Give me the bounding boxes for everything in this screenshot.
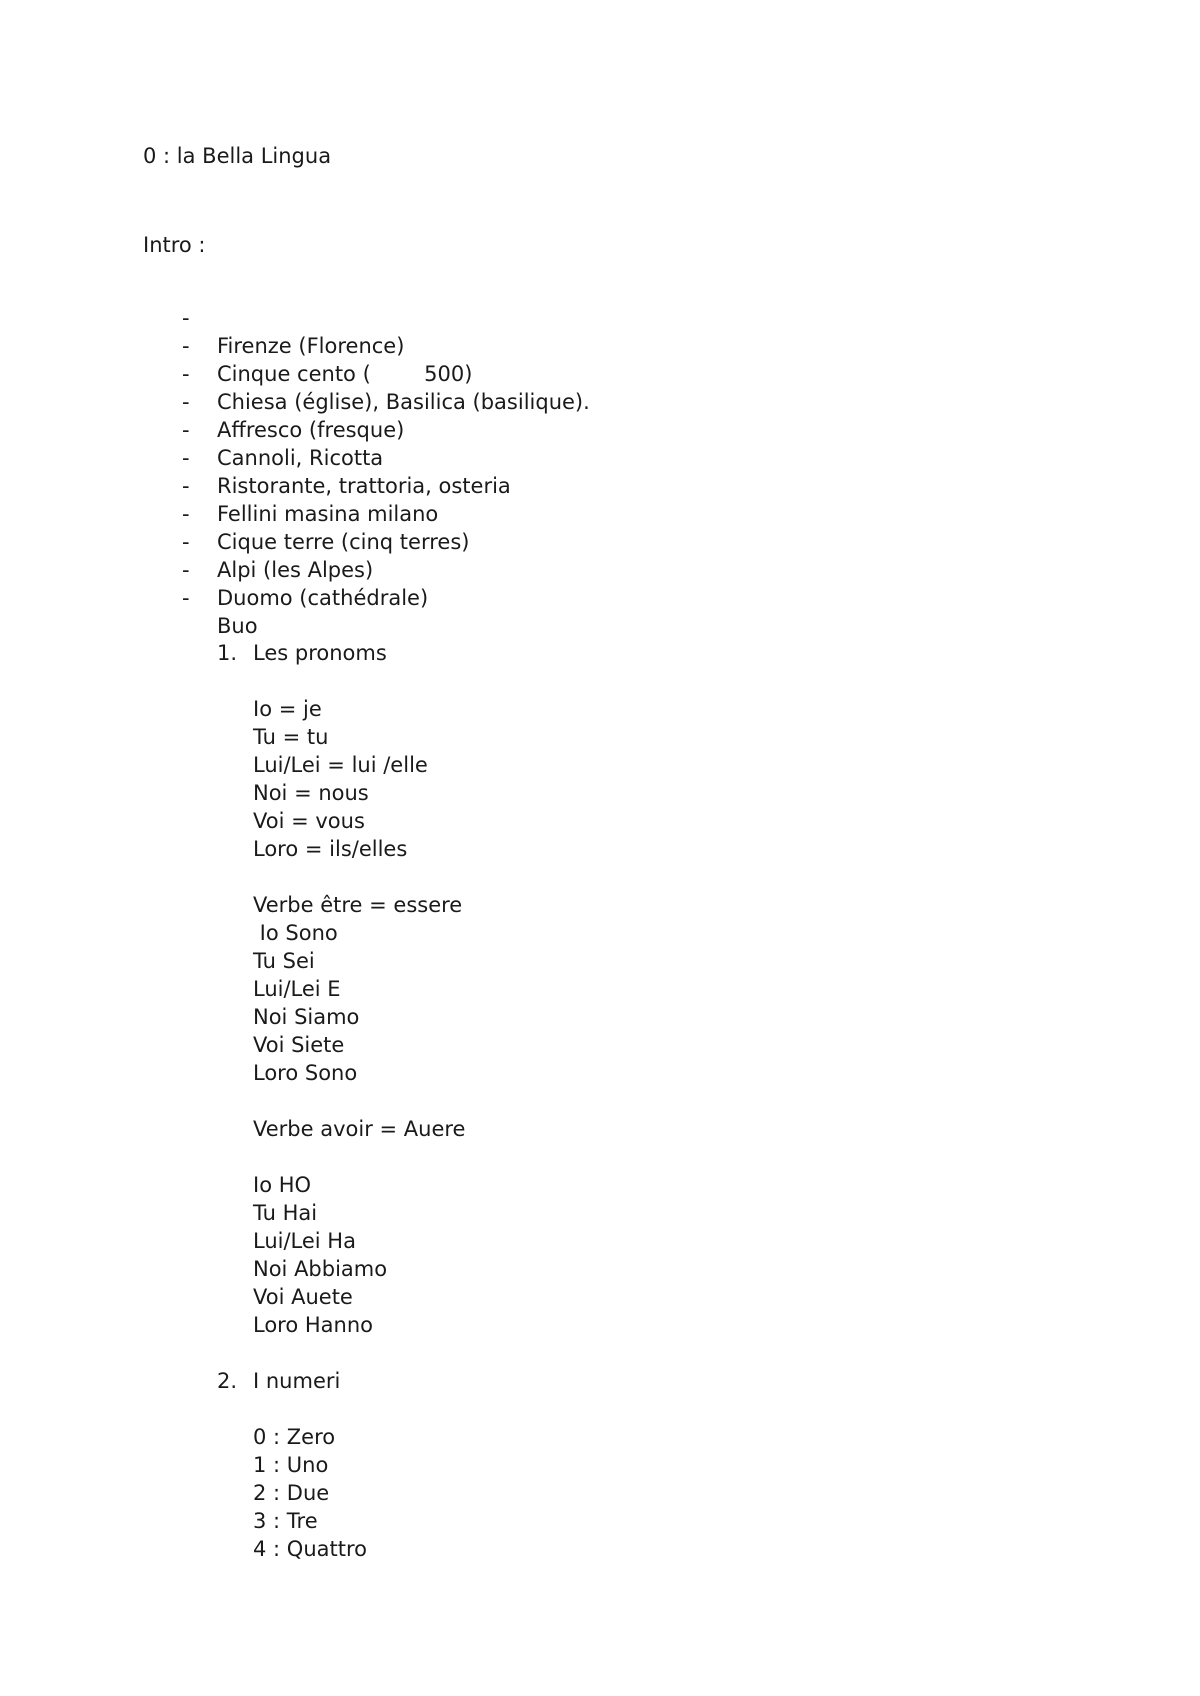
conjugation-line: Loro Sono (253, 1061, 358, 1085)
conjugation-line: Voi Siete (253, 1033, 345, 1057)
bullet-marker: - (182, 502, 190, 526)
bullet-text: Chiesa (église), Basilica (basilique). (217, 390, 590, 414)
number-line: 2 : Due (253, 1481, 330, 1505)
bullet-marker: - (182, 362, 190, 386)
bullet-text: Ristorante, trattoria, osteria (217, 474, 511, 498)
bullet-text: Duomo (cathédrale) (217, 586, 429, 610)
conjugation-line: Io Sono (253, 921, 338, 945)
list-item (0, 556, 258, 638)
document-title: 0 : la Bella Lingua (143, 144, 332, 168)
bullet-marker: - (182, 558, 190, 582)
bullet-marker: - (182, 446, 190, 470)
avere-heading: Verbe avoir = Auere (253, 1117, 466, 1141)
essere-heading: Verbe être = essere (253, 893, 463, 917)
pronoun-line: Voi = vous (253, 809, 365, 833)
conjugation-line: Lui/Lei E (253, 977, 341, 1001)
bullet-text: Affresco (fresque) (217, 418, 405, 442)
bullet-marker: - (182, 474, 190, 498)
bullet-text: Fellini masina milano (217, 502, 439, 526)
bullet-marker: - (182, 334, 190, 358)
bullet-text: Cinque cento ( 500) (217, 362, 473, 386)
bullet-text: Cique terre (cinq terres) (217, 530, 470, 554)
intro-label: Intro : (143, 233, 206, 257)
conjugation-line: Tu Sei (253, 949, 315, 973)
section-title: Les pronoms (253, 641, 387, 665)
bullet-marker: - (182, 306, 190, 330)
conjugation-line: Noi Siamo (253, 1005, 360, 1029)
list-item (0, 276, 405, 358)
pronoun-line: Io = je (253, 697, 322, 721)
section-title: I numeri (253, 1369, 341, 1393)
number-line: 0 : Zero (253, 1425, 336, 1449)
bullet-marker: - (182, 530, 190, 554)
pronoun-line: Noi = nous (253, 781, 369, 805)
bullet-text: Buo (217, 614, 258, 638)
pronoun-line: Lui/Lei = lui /elle (253, 753, 428, 777)
section-number: 2. (217, 1369, 238, 1393)
bullet-marker: - (182, 586, 190, 610)
number-line: 1 : Uno (253, 1453, 329, 1477)
bullet-marker: - (182, 390, 190, 414)
bullet-text: Firenze (Florence) (217, 334, 405, 358)
conjugation-line: Noi Abbiamo (253, 1257, 388, 1281)
conjugation-line: Voi Auete (253, 1285, 353, 1309)
conjugation-line: Loro Hanno (253, 1313, 374, 1337)
bullet-text: Cannoli, Ricotta (217, 446, 384, 470)
conjugation-line: Tu Hai (253, 1201, 318, 1225)
number-line: 4 : Quattro (253, 1537, 367, 1561)
section-number: 1. (217, 641, 238, 665)
bullet-marker: - (182, 418, 190, 442)
conjugation-line: Io HO (253, 1173, 312, 1197)
pronoun-line: Loro = ils/elles (253, 837, 408, 861)
pronoun-line: Tu = tu (253, 725, 329, 749)
number-line: 3 : Tre (253, 1509, 318, 1533)
bullet-text: Alpi (les Alpes) (217, 558, 374, 582)
conjugation-line: Lui/Lei Ha (253, 1229, 356, 1253)
